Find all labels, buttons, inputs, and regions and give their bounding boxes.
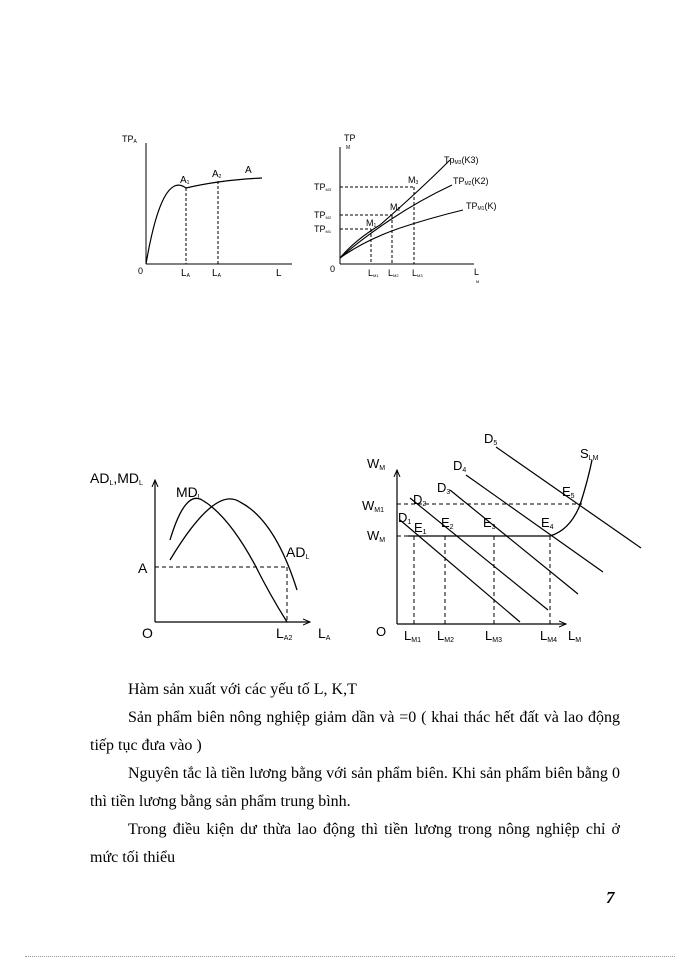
- x-tick-label: LM2: [388, 268, 399, 278]
- equilibrium-e3: E3: [483, 515, 496, 531]
- x-axis-label: LM: [568, 628, 582, 644]
- equilibrium-e1: E1: [414, 520, 427, 536]
- equilibrium-e4: E4: [541, 515, 554, 531]
- curve-label: TPM1(K): [466, 201, 497, 212]
- point-label: M2: [390, 202, 401, 213]
- origin-label: O: [142, 625, 153, 641]
- y-axis-label: TP: [344, 133, 356, 143]
- x-axis-label: LA: [318, 625, 331, 642]
- paragraph: Trong điều kiện dư thừa lao động thì tiền lương trong nông nghiệp chỉ ở mức tối thiểu: [90, 821, 620, 866]
- demand-label-d4: D4: [453, 458, 467, 474]
- point-label: M1: [366, 218, 377, 229]
- point-label: M3: [408, 175, 419, 186]
- y-axis-label: TPA: [122, 134, 137, 145]
- demand-label-d3: D3: [437, 480, 451, 496]
- x-tick-label: LA: [212, 268, 221, 279]
- demand-curve-d2: [410, 498, 548, 610]
- x-tick-label: LM2: [437, 628, 454, 644]
- curve-label: TpM3(K3): [444, 155, 479, 166]
- paragraph: Nguyên tắc là tiền lương bằng với sản phẩm biên. Khi sản phẩm biên bằng 0 thì tiền lương bằng sản phẩm trung bình.: [90, 765, 620, 810]
- x-tick-label: LM3: [485, 628, 502, 644]
- page-number: 7: [606, 888, 615, 907]
- tp-curve-k: [340, 210, 463, 258]
- demand-curve-d1: [400, 520, 520, 622]
- x-tick-label: LA2: [276, 625, 293, 642]
- ad-curve: [170, 499, 297, 590]
- curve-label: TPM2(K2): [453, 176, 489, 187]
- demand-label-d5: D5: [484, 431, 498, 447]
- ad-curve-label: ADL: [286, 544, 310, 561]
- body-text: [90, 676, 620, 872]
- y-tick-label: TPM2: [314, 210, 332, 220]
- x-axis-label: L: [276, 268, 282, 279]
- figure-3-adl-mdl-chart: [90, 470, 331, 642]
- md-curve-label: MDL: [176, 484, 202, 501]
- y-tick-label: TPM1: [314, 224, 332, 234]
- x-tick-label: LM3: [412, 268, 423, 278]
- tp-curve: [146, 178, 262, 264]
- md-curve: [170, 498, 287, 622]
- x-tick-label: LA: [181, 268, 190, 279]
- paragraph: Hàm sản xuất với các yếu tố L, K,T: [128, 681, 357, 698]
- supply-label: SLM: [580, 446, 599, 462]
- x-tick-label: LM4: [540, 628, 557, 644]
- y-axis-label: ADL,MDL: [90, 470, 143, 487]
- y-tick-label: A: [138, 560, 148, 576]
- point-label: A: [245, 165, 252, 176]
- demand-label-d1: D1: [398, 510, 412, 526]
- point-label: A2: [212, 169, 222, 180]
- y-tick-label: WM: [367, 528, 386, 544]
- origin-label: 0: [330, 264, 336, 274]
- x-axis-label: L: [474, 267, 480, 277]
- point-label: A1: [180, 175, 190, 186]
- y-tick-label: WM1: [362, 498, 385, 514]
- footer-divider: [25, 956, 675, 957]
- x-tick-label: LM1: [404, 628, 421, 644]
- y-axis-sub: M: [346, 145, 351, 151]
- x-axis-sub: M: [476, 279, 480, 284]
- origin-label: O: [376, 624, 387, 639]
- paragraph: Sản phẩm biên nông nghiệp giảm dần và =0 ( khai thác hết đất và lao động tiếp tục đưa vào ): [90, 709, 620, 754]
- y-axis-label: WM: [367, 456, 386, 472]
- figure-2-tpm-chart: [314, 133, 496, 284]
- y-tick-label: TPM3: [314, 182, 332, 192]
- figure-4-labour-market-chart: [362, 431, 641, 644]
- equilibrium-e2: E2: [441, 515, 454, 531]
- x-tick-label: LM1: [368, 268, 379, 278]
- figure-1-tpa-chart: [122, 134, 292, 279]
- equilibrium-e5: E5: [562, 484, 575, 500]
- demand-label-d2: D2: [413, 492, 427, 508]
- origin-label: 0: [138, 266, 144, 276]
